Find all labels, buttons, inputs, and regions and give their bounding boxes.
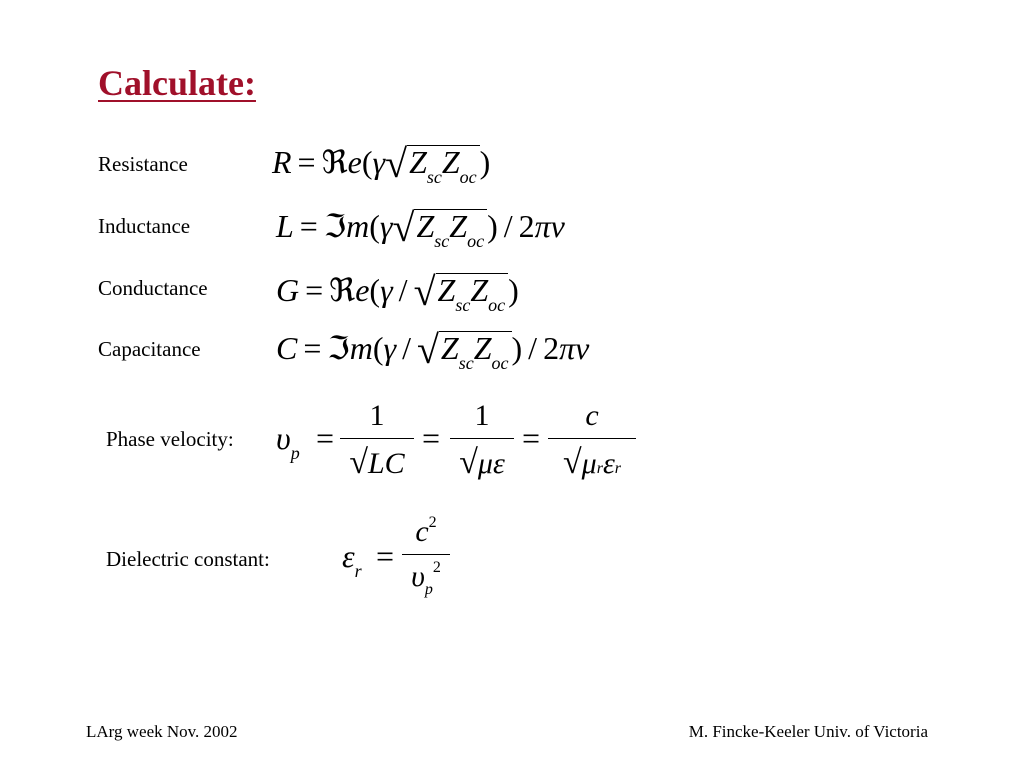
slide-title: Calculate: <box>98 63 256 103</box>
equation-conductance: G = ℜe(γ / $√Z_{sc}Z_{oc}$) <box>276 269 519 315</box>
footer-left: LArg week Nov. 2002 <box>86 722 238 741</box>
label-capacitance: Capacitance <box>98 337 201 361</box>
equation-resistance: $R = ℜe(\gamma√Z_{sc}Z_{oc})$ <box>272 141 491 187</box>
equation-capacitance: C = ℑm(γ / $√Z_{sc}Z_{oc}) / 2\pi\nu$ <box>276 327 590 373</box>
label-inductance: Inductance <box>98 214 191 238</box>
footer-right: M. Fincke-Keeler Univ. of Victoria <box>688 722 928 741</box>
label-resistance: Resistance <box>98 152 188 176</box>
label-dielectric-constant: Dielectric constant: <box>106 547 270 571</box>
label-phase-velocity: Phase velocity: <box>106 427 234 451</box>
label-conductance: Conductance <box>98 276 208 300</box>
equation-inductance: $L = ℑm(\gamma√Z_{sc}Z_{oc}) / 2\pi\nu$ <box>276 205 565 251</box>
